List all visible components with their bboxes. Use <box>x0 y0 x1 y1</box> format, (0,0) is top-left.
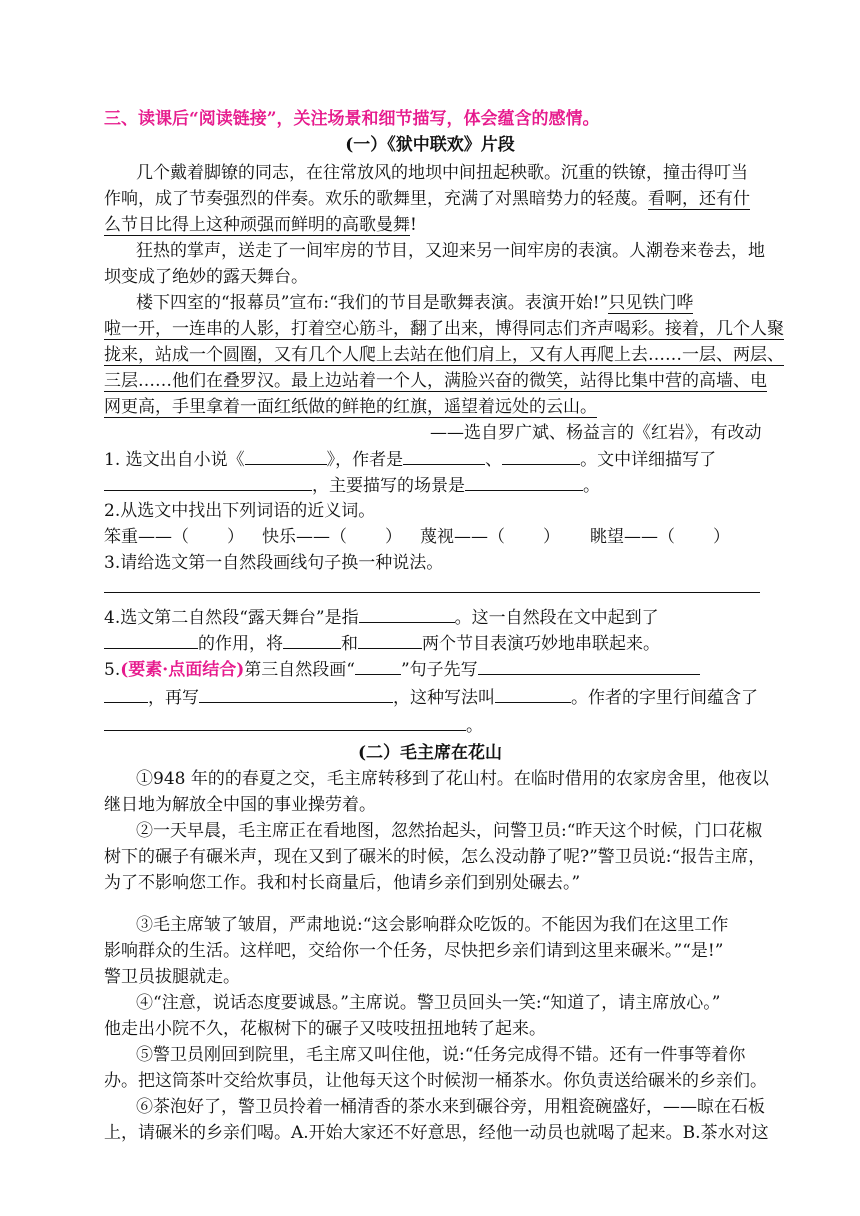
question-1-line1 <box>104 446 764 472</box>
passage1-p1-text: 作响，成了节奏强烈的伴奏。欢乐的歌舞里，充满了对黑暗势力的轻蔑。 <box>104 189 648 209</box>
passage1-p2-line1: 狂热的掌声，送走了一间牢房的节目，又迎来另一间牢房的表演。人潮卷来卷去，地 <box>136 241 765 261</box>
passage2-p3-line3: 警卫员拔腿就走。 <box>104 967 240 987</box>
q2-paren-4: ） <box>713 527 730 547</box>
passage1-source: ——选自罗广斌、杨益言的《红岩》，有改动 <box>430 423 762 443</box>
passage2-p1-line1: ①948 年的的春夏之交，毛主席转移到了花山村。在临时借用的农家房舍里，他夜以 <box>136 769 769 789</box>
q2-item-3: 蔑视——（ <box>420 527 505 547</box>
question-2-items <box>104 524 764 550</box>
passage1-p3-line5 <box>104 394 764 420</box>
q1-text-a: 1. 选文出自小说《 <box>104 450 245 470</box>
q4-text-b: 。这一自然段在文中起到了 <box>454 608 659 628</box>
wavy-underline-line2: 啦一开，一连串的人影，打着空心筋斗，翻了出来，博得同志们齐声喝彩。接着，几个人聚 <box>104 319 784 339</box>
q5-text-d: ，这种写法叫 <box>393 688 495 708</box>
wavy-underline-start: 只见铁门哗 <box>608 293 694 313</box>
q5-mark-blank[interactable] <box>355 656 401 675</box>
q2-item-4: 眺望——（ <box>590 527 675 547</box>
question-5-line2 <box>104 684 764 710</box>
question-2: 2.从选文中找出下列词语的近义词。 <box>104 501 376 521</box>
q5-text-b: ”句子先写 <box>400 660 478 680</box>
question-4-line2 <box>104 630 764 656</box>
q1-scene-blank[interactable] <box>465 472 583 491</box>
q5-element-tag: (要素·点面结合) <box>120 660 245 680</box>
q3-answer-line[interactable] <box>104 592 760 593</box>
passage2-p4-line1: ④“注意，说话态度要诚恳。”主席说。警卫员回头一笑:“知道了，请主席放心。” <box>136 993 721 1013</box>
passage1-p3-line3 <box>104 342 784 368</box>
q4-program1-blank[interactable] <box>283 630 341 649</box>
q1-text-d: 。文中详细描写了 <box>580 450 717 470</box>
q4-text-d: 和 <box>341 634 358 654</box>
question-4-line1 <box>104 604 764 630</box>
q5-first-blank-cont[interactable] <box>104 684 148 703</box>
q5-method-blank[interactable] <box>495 684 571 703</box>
question-5-line1 <box>104 656 764 682</box>
q5-number: 5. <box>104 660 121 680</box>
q4-text-e: 两个节目表演巧妙地串联起来。 <box>422 634 660 654</box>
q1-novel-blank[interactable] <box>245 446 327 465</box>
q1-text-b: 》，作者是 <box>326 450 404 470</box>
passage2-p3-line1: ③毛主席皱了皱眉，严肃地说:“这会影响群众吃饭的。不能因为我们在这里工作 <box>136 915 729 935</box>
underlined-sentence-part2: 么节日比得上这种顽强而鲜明的高歌曼舞 <box>104 215 410 235</box>
passage2-p2-line2: 树下的碾子有碾米声，现在又到了碾米的时候，怎么没动静了呢?”警卫员说:“报告主席， <box>104 847 766 867</box>
passage1-p1-line3 <box>104 212 764 238</box>
q2-paren-3: ） <box>543 527 560 547</box>
q1-text-e: ，主要描写的场景是 <box>312 476 465 496</box>
q1-author2-blank[interactable] <box>502 446 580 465</box>
q5-emotion-blank[interactable] <box>104 712 466 731</box>
q2-paren-1: ） <box>227 527 244 547</box>
passage2-p4-line2: 他走出小院不久，花椒树下的碾子又吱吱扭扭地转了起来。 <box>104 1019 546 1039</box>
q2-paren-2: ） <box>385 527 402 547</box>
q2-item-1: 笨重——（ <box>104 527 189 547</box>
passage1-title: (一）《狱中联欢》片段 <box>345 135 515 155</box>
q5-text-e: 。作者的字里行间蕴含了 <box>571 688 758 708</box>
q5-text-a: 第三自然段画“ <box>244 660 355 680</box>
question-3: 3.请给选文第一自然段画线句子换一种说法。 <box>104 553 444 573</box>
passage2-p2-line3: 为了不影响您工作。我和村长商量后，他请乡亲们到别处碾去。” <box>104 873 581 893</box>
q5-text-c: ，再写 <box>148 688 199 708</box>
passage1-p1-line1: 几个戴着脚镣的同志，在往常放风的地坝中间扭起秧歌。沉重的铁镣，撞击得叮当 <box>136 163 748 183</box>
wavy-underline-line5: 网更高，手里拿着一面红纸做的鲜艳的红旗，遥望着远处的云山。 <box>104 397 597 417</box>
q2-item-2: 快乐——（ <box>262 527 347 547</box>
passage1-p2-line2: 坝变成了绝妙的露天舞台。 <box>104 267 308 287</box>
q1-detail-blank[interactable] <box>104 472 312 491</box>
q1-author1-blank[interactable] <box>403 446 485 465</box>
wavy-underline-line3: 拢来，站成一个圆圈，又有几个人爬上去站在他们肩上，又有人再爬上去……一层、两层、 <box>104 345 784 365</box>
q4-stage-blank[interactable] <box>359 604 455 623</box>
passage1-p3-line4 <box>104 368 767 394</box>
q5-first-blank[interactable] <box>478 656 700 675</box>
passage2-p6-line2: 上，请碾米的乡亲们喝。A.开始大家还不好意思，经他一动员也就喝了起来。B.茶水对这 <box>104 1123 769 1143</box>
q4-text-c: 的作用，将 <box>198 634 283 654</box>
q4-text-a: 4.选文第二自然段“露天舞台”是指 <box>104 608 359 628</box>
passage2-p5-line2: 办。把这筒茶叶交给炊事员，让他每天这个时候沏一桶茶水。你负责送给碾米的乡亲们。 <box>104 1071 767 1091</box>
passage1-p3-text: 楼下四室的“报幕员”宣布:“我们的节目是歌舞表演。表演开始!” <box>136 293 609 313</box>
passage1-p3-line2 <box>104 316 784 342</box>
passage1-p3-line1 <box>136 290 764 316</box>
q1-text-c: 、 <box>485 450 503 470</box>
passage2-p5-line1: ⑤警卫员刚回到院里，毛主席又叫住他，说:“任务完成得不错。还有一件事等着你 <box>136 1045 746 1065</box>
passage2-title: (二）毛主席在花山 <box>357 743 503 763</box>
underlined-sentence-part1: 看啊，还有什 <box>648 189 750 209</box>
q4-role-blank[interactable] <box>104 630 198 649</box>
passage2-p6-line1: ⑥茶泡好了，警卫员拎着一桶清香的茶水来到碾谷旁，用粗瓷碗盛好，——晾在石板 <box>136 1097 765 1117</box>
section-heading: 三、读课后“阅读链接”，关注场景和细节描写，体会蕴含的感情。 <box>104 109 600 129</box>
passage2-p3-line2: 影响群众的生活。这样吧，交给你一个任务，尽快把乡亲们请到这里来碾米。”“是!” <box>104 941 724 961</box>
passage2-p2-line1: ②一天早晨，毛主席正在看地图，忽然抬起头，问警卫员:“昨天这个时候，门口花椒 <box>136 821 763 841</box>
question-1-line2 <box>104 472 764 498</box>
q1-text-f: 。 <box>583 476 600 496</box>
passage1-p1-line2 <box>104 186 764 212</box>
q4-program2-blank[interactable] <box>358 630 422 649</box>
passage2-p1-line2: 继日地为解放全中国的事业操劳着。 <box>104 795 376 815</box>
question-5-line3 <box>104 712 764 738</box>
q5-text-f: 。 <box>466 716 483 736</box>
exclamation: ! <box>410 215 417 235</box>
q5-then-blank[interactable] <box>199 684 393 703</box>
wavy-underline-line4: 三层……他们在叠罗汉。最上边站着一个人，满脸兴奋的微笑，站得比集中营的高墙、电 <box>104 371 767 391</box>
